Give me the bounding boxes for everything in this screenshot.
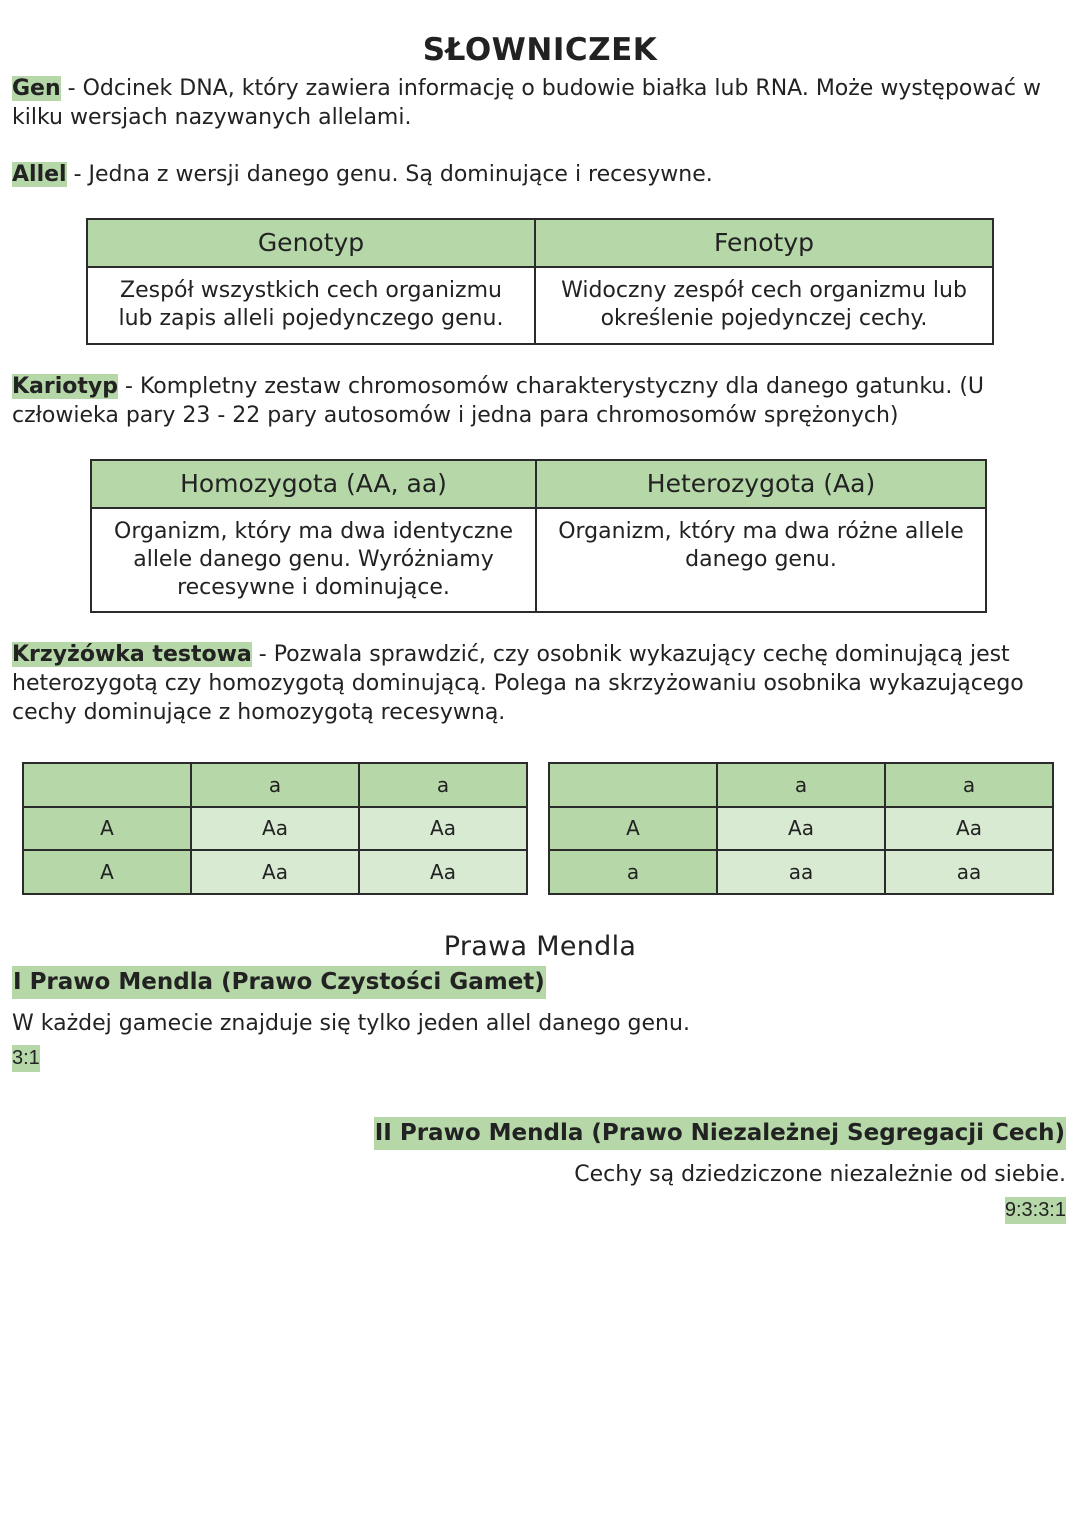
punnett-col-header: a (359, 763, 527, 807)
definition-krzyzowka-testowa (12, 640, 1068, 727)
punnett-corner-cell (23, 763, 191, 807)
second-law-text: Cechy są dziedziczone niezależnie od siebie. (574, 1162, 1066, 1187)
cell-line: określenie pojedynczej cechy. (600, 306, 928, 331)
second-law-ratio-row (1005, 1197, 1066, 1224)
punnett-row-header: A (549, 807, 717, 851)
first-law-ratio-row (12, 1045, 40, 1072)
punnett-cell: aa (717, 850, 885, 894)
first-law-title: I Prawo Mendla (Prawo Czystości Gamet) (12, 966, 546, 999)
page-title: SŁOWNICZEK (422, 32, 658, 68)
definition-kariotyp (12, 372, 1068, 430)
definition-gen-text: - Odcinek DNA, który zawiera informację o budowie białka lub RNA. Może występować w kilku wersjach nazywanych allelami. (12, 76, 1041, 130)
punnett-col-header: a (717, 763, 885, 807)
punnett-col-header: a (191, 763, 359, 807)
punnett-row-header: A (23, 850, 191, 894)
second-law-ratio: 9:3:3:1 (1005, 1197, 1066, 1224)
definition-allel-text: - Jedna z wersji danego genu. Są dominujące i recesywne. (73, 162, 713, 187)
table-cell-fenotyp (535, 267, 993, 344)
cell-line: Zespół wszystkich cech organizmu (120, 278, 502, 303)
punnett-cell: Aa (885, 807, 1053, 851)
cell-line: danego genu. (685, 547, 837, 572)
cell-line: recesywne i dominujące. (177, 575, 450, 600)
definition-krzyzowka-text: - Pozwala sprawdzić, czy osobnik wykazujący cechę dominującą jest heterozygotą czy homozygotą dominującą. Polega na skrzyżowaniu osobnika wykazującego cechy dominujące z homozygotą recesywną. (12, 642, 1024, 725)
punnett-col-header: a (885, 763, 1053, 807)
cell-line: Organizm, który ma dwa identyczne (114, 519, 513, 544)
punnett-cell: Aa (191, 807, 359, 851)
genotype-phenotype-table (86, 218, 994, 345)
table-header-genotyp: Genotyp (87, 219, 535, 267)
first-law-title-row (12, 966, 546, 999)
punnett-row-header: a (549, 850, 717, 894)
table-header-homozygota: Homozygota (AA, aa) (91, 460, 536, 508)
second-law-title: II Prawo Mendla (Prawo Niezależnej Segregacji Cech) (374, 1117, 1066, 1150)
table-cell-genotyp (87, 267, 535, 344)
table-cell-heterozygota (536, 508, 986, 612)
punnett-square-left (22, 762, 528, 895)
first-law-ratio: 3:1 (12, 1045, 40, 1072)
table-header-heterozygota: Heterozygota (Aa) (536, 460, 986, 508)
definition-kariotyp-text: - Kompletny zestaw chromosomów charakterystyczny dla danego gatunku. (U człowieka pary 23 - 22 pary autosomów i jedna para chromosomów sprężonych) (12, 374, 985, 428)
zygosity-table (90, 459, 987, 613)
punnett-cell: aa (885, 850, 1053, 894)
punnett-cell: Aa (191, 850, 359, 894)
first-law-text: W każdej gamecie znajduje się tylko jeden allel danego genu. (12, 1011, 690, 1036)
definition-allel (12, 160, 1068, 189)
definition-gen (12, 74, 1068, 132)
cell-line: Widoczny zespół cech organizmu lub (561, 278, 967, 303)
term-allel: Allel (12, 162, 67, 187)
punnett-cell: Aa (717, 807, 885, 851)
table-cell-homozygota (91, 508, 536, 612)
punnett-cell: Aa (359, 850, 527, 894)
cell-line: lub zapis alleli pojedynczego genu. (118, 306, 504, 331)
term-kariotyp: Kariotyp (12, 374, 119, 399)
term-gen: Gen (12, 76, 61, 101)
table-header-fenotyp: Fenotyp (535, 219, 993, 267)
punnett-cell: Aa (359, 807, 527, 851)
punnett-corner-cell (549, 763, 717, 807)
mendel-laws-heading: Prawa Mendla (443, 931, 637, 962)
cell-line: allele danego genu. Wyróżniamy (133, 547, 494, 572)
punnett-square-right (548, 762, 1054, 895)
punnett-row-header: A (23, 807, 191, 851)
cell-line: Organizm, który ma dwa różne allele (558, 519, 964, 544)
term-krzyzowka-testowa: Krzyżówka testowa (12, 642, 252, 667)
second-law-title-row (374, 1117, 1066, 1150)
